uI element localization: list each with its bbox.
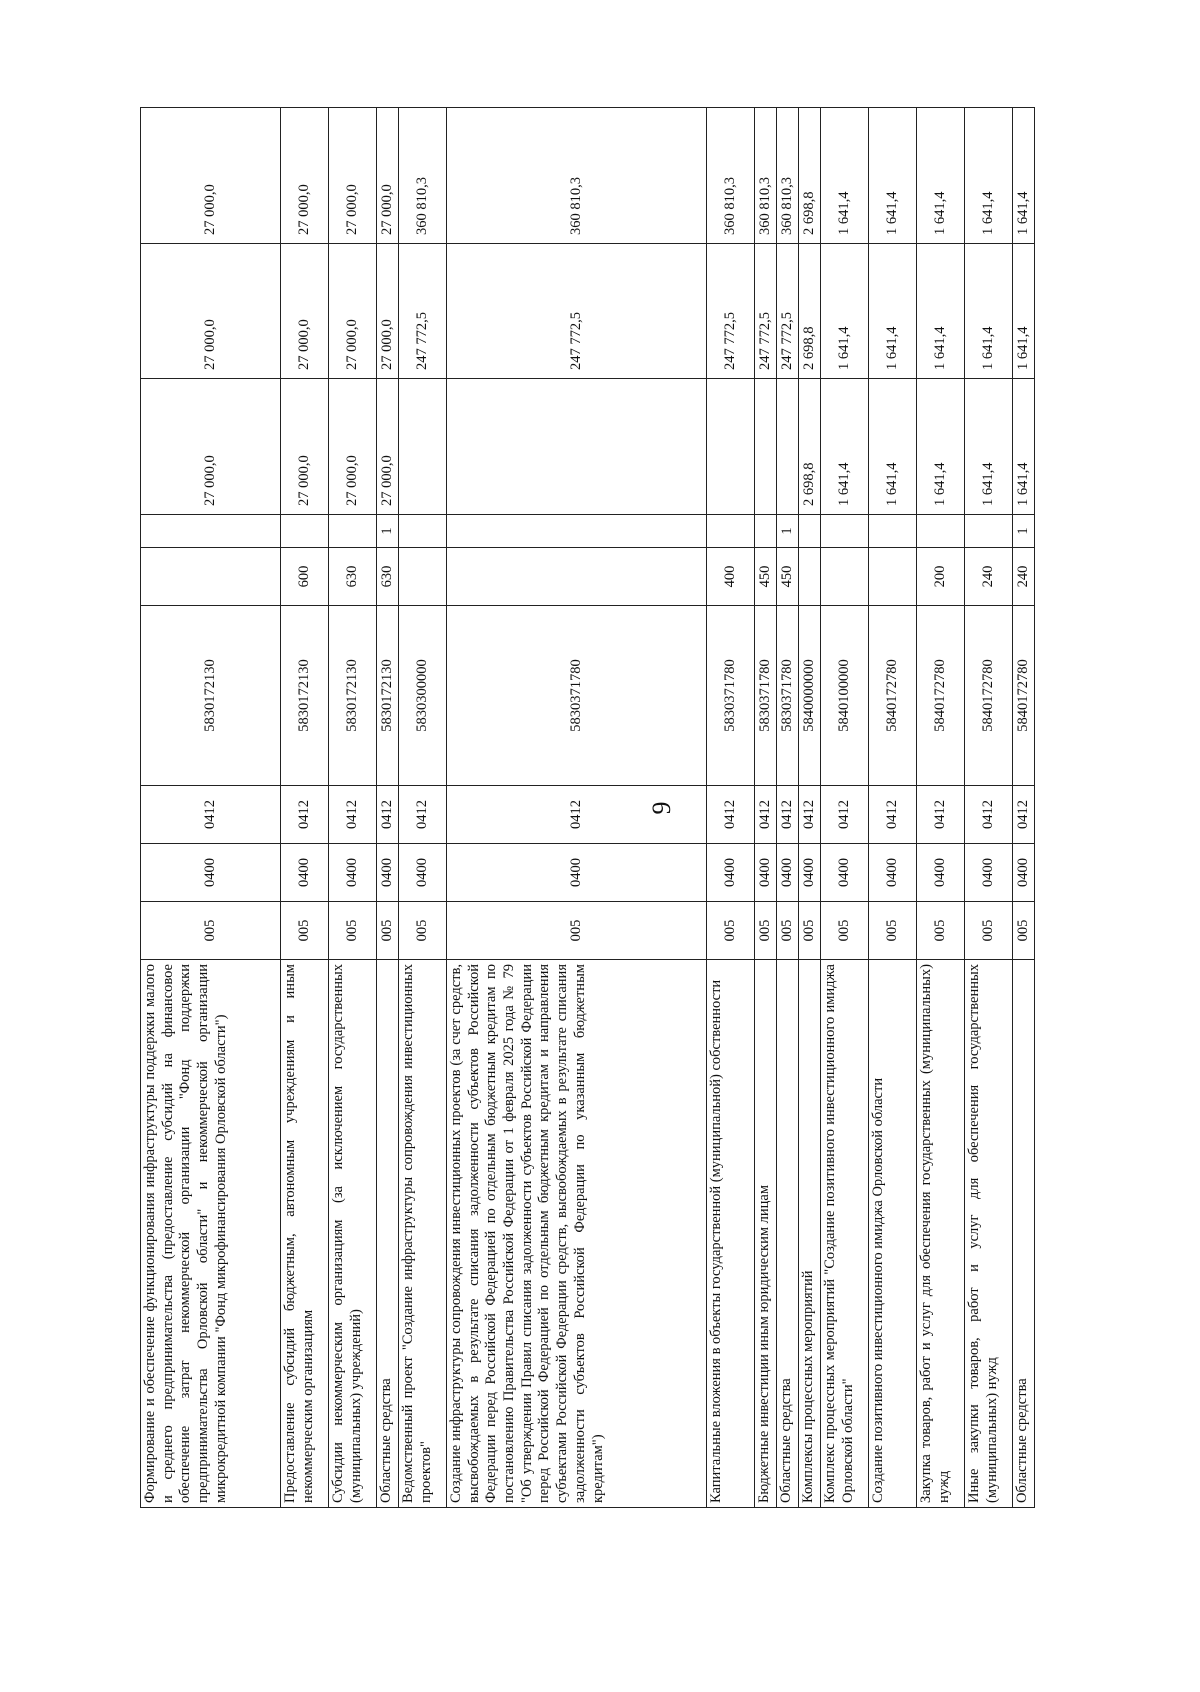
amount-year-3: 360 810,3 xyxy=(777,108,799,244)
table-row xyxy=(965,108,1013,1508)
subsection-code: 0412 xyxy=(965,786,1013,844)
amount-year-1: 2 698,8 xyxy=(799,379,821,515)
amount-year-1 xyxy=(755,379,777,515)
section-code: 0400 xyxy=(329,844,377,902)
amount-year-2: 1 641,4 xyxy=(965,244,1013,379)
amount-year-3: 1 641,4 xyxy=(821,108,869,244)
row-name: Областные средства xyxy=(1013,960,1035,1508)
source-code xyxy=(399,515,447,548)
amount-year-1: 1 641,4 xyxy=(965,379,1013,515)
subsection-code: 0412 xyxy=(329,786,377,844)
amount-year-1: 1 641,4 xyxy=(869,379,917,515)
source-code xyxy=(329,515,377,548)
amount-year-2: 247 772,5 xyxy=(399,244,447,379)
amount-year-3: 2 698,8 xyxy=(799,108,821,244)
amount-year-1 xyxy=(707,379,755,515)
amount-year-1 xyxy=(447,379,707,515)
subsection-code: 0412 xyxy=(799,786,821,844)
section-code: 0400 xyxy=(917,844,965,902)
source-code: 1 xyxy=(1013,515,1035,548)
amount-year-1: 1 641,4 xyxy=(1013,379,1035,515)
amount-year-1: 27 000,0 xyxy=(141,379,281,515)
admin-code: 005 xyxy=(869,902,917,960)
expense-type-code: 630 xyxy=(377,548,399,606)
row-name: Комплексы процессных мероприятий xyxy=(799,960,821,1508)
subsection-code: 0412 xyxy=(917,786,965,844)
page-number: 9 xyxy=(647,801,676,815)
row-name: Бюджетные инвестиции иным юридическим лицам xyxy=(755,960,777,1508)
row-name: Предоставление субсидий бюджетным, автономным учреждениям и иным некоммерческим организациям xyxy=(281,960,329,1508)
admin-code: 005 xyxy=(917,902,965,960)
amount-year-1: 1 641,4 xyxy=(917,379,965,515)
amount-year-1: 27 000,0 xyxy=(377,379,399,515)
source-code: 1 xyxy=(377,515,399,548)
section-code: 0400 xyxy=(755,844,777,902)
target-article-code: 5830172130 xyxy=(329,606,377,786)
target-article-code: 5840100000 xyxy=(821,606,869,786)
table-row xyxy=(329,108,377,1508)
subsection-code: 0412 xyxy=(141,786,281,844)
admin-code: 005 xyxy=(777,902,799,960)
row-name: Иные закупки товаров, работ и услуг для обеспечения государственных (муниципальных) нужд xyxy=(965,960,1013,1508)
amount-year-2: 1 641,4 xyxy=(869,244,917,379)
subsection-code: 0412 xyxy=(777,786,799,844)
amount-year-3: 360 810,3 xyxy=(707,108,755,244)
expense-type-code: 630 xyxy=(329,548,377,606)
source-code xyxy=(799,515,821,548)
expense-type-code xyxy=(821,548,869,606)
amount-year-3: 27 000,0 xyxy=(281,108,329,244)
amount-year-1 xyxy=(777,379,799,515)
target-article-code: 5830172130 xyxy=(377,606,399,786)
admin-code: 005 xyxy=(329,902,377,960)
table-row xyxy=(917,108,965,1508)
row-name: Ведомственный проект "Создание инфраструктуры сопровождения инвестиционных проектов" xyxy=(399,960,447,1508)
amount-year-3: 1 641,4 xyxy=(1013,108,1035,244)
amount-year-3: 27 000,0 xyxy=(141,108,281,244)
amount-year-2: 2 698,8 xyxy=(799,244,821,379)
admin-code: 005 xyxy=(141,902,281,960)
amount-year-2: 1 641,4 xyxy=(917,244,965,379)
amount-year-2: 27 000,0 xyxy=(329,244,377,379)
subsection-code: 0412 xyxy=(821,786,869,844)
section-code: 0400 xyxy=(965,844,1013,902)
admin-code: 005 xyxy=(755,902,777,960)
source-code: 1 xyxy=(777,515,799,548)
source-code xyxy=(707,515,755,548)
section-code: 0400 xyxy=(281,844,329,902)
amount-year-1: 27 000,0 xyxy=(329,379,377,515)
section-code: 0400 xyxy=(447,844,707,902)
target-article-code: 5840000000 xyxy=(799,606,821,786)
subsection-code: 0412 xyxy=(399,786,447,844)
table-row xyxy=(1013,108,1035,1508)
expense-type-code xyxy=(141,548,281,606)
admin-code: 005 xyxy=(707,902,755,960)
row-name: Создание инфраструктуры сопровождения инвестиционных проектов (за счет средств, высвобождаемых в результате списания задолженности субъектов Российской Федерации перед Российской Федерацией по отдельным бюджетным кредитам по постановлению Правительства Российской Федерации от 1 февраля 2025 года № 79 "Об утверждении Правил списания задолженности субъектов Российской Федерации перед Российской Федерацией по отдельным бюджетным кредитам и направления субъектами Российской Федерации средств, высвобождаемых в результате списания задолженности субъектов Российской Федерации по указанным бюджетным кредитам") xyxy=(447,960,707,1508)
expense-type-code: 400 xyxy=(707,548,755,606)
amount-year-2: 27 000,0 xyxy=(377,244,399,379)
amount-year-3: 27 000,0 xyxy=(377,108,399,244)
subsection-code: 0412 xyxy=(1013,786,1035,844)
target-article-code: 5840172780 xyxy=(965,606,1013,786)
table-row xyxy=(821,108,869,1508)
admin-code: 005 xyxy=(821,902,869,960)
expense-type-code: 600 xyxy=(281,548,329,606)
table-row xyxy=(707,108,755,1508)
amount-year-1: 27 000,0 xyxy=(281,379,329,515)
amount-year-2: 27 000,0 xyxy=(281,244,329,379)
expense-type-code: 240 xyxy=(965,548,1013,606)
target-article-code: 5840172780 xyxy=(869,606,917,786)
row-name: Закупка товаров, работ и услуг для обеспечения государственных (муниципальных) нужд xyxy=(917,960,965,1508)
amount-year-1 xyxy=(399,379,447,515)
budget-table xyxy=(140,107,1035,1508)
expense-type-code xyxy=(869,548,917,606)
expense-type-code: 450 xyxy=(777,548,799,606)
target-article-code: 5830371780 xyxy=(777,606,799,786)
section-code: 0400 xyxy=(141,844,281,902)
expense-type-code xyxy=(799,548,821,606)
row-name: Комплекс процессных мероприятий "Создание позитивного инвестиционного имиджа Орловской области" xyxy=(821,960,869,1508)
section-code: 0400 xyxy=(777,844,799,902)
amount-year-3: 360 810,3 xyxy=(447,108,707,244)
row-name: Формирование и обеспечение функционирования инфраструктуры поддержки малого и среднего предпринимательства (предоставление субсидий на финансовое обеспечение затрат некоммерческой организации "Фонд поддержки предпринимательства Орловской области" и некоммерческой организации микрокредитной компании "Фонд микрофинансирования Орловской области") xyxy=(141,960,281,1508)
amount-year-3: 360 810,3 xyxy=(399,108,447,244)
source-code xyxy=(821,515,869,548)
amount-year-2: 1 641,4 xyxy=(1013,244,1035,379)
amount-year-3: 1 641,4 xyxy=(965,108,1013,244)
section-code: 0400 xyxy=(399,844,447,902)
target-article-code: 5830371780 xyxy=(755,606,777,786)
target-article-code: 5840172780 xyxy=(917,606,965,786)
amount-year-3: 360 810,3 xyxy=(755,108,777,244)
section-code: 0400 xyxy=(1013,844,1035,902)
source-code xyxy=(755,515,777,548)
admin-code: 005 xyxy=(1013,902,1035,960)
section-code: 0400 xyxy=(799,844,821,902)
amount-year-3: 1 641,4 xyxy=(917,108,965,244)
amount-year-2: 1 641,4 xyxy=(821,244,869,379)
table-row xyxy=(141,108,281,1508)
table-row xyxy=(377,108,399,1508)
section-code: 0400 xyxy=(377,844,399,902)
subsection-code: 0412 xyxy=(377,786,399,844)
admin-code: 005 xyxy=(447,902,707,960)
source-code xyxy=(281,515,329,548)
amount-year-2: 247 772,5 xyxy=(707,244,755,379)
row-name: Областные средства xyxy=(777,960,799,1508)
expense-type-code: 450 xyxy=(755,548,777,606)
source-code xyxy=(917,515,965,548)
table-row xyxy=(799,108,821,1508)
subsection-code: 0412 xyxy=(755,786,777,844)
admin-code: 005 xyxy=(799,902,821,960)
section-code: 0400 xyxy=(707,844,755,902)
subsection-code: 0412 xyxy=(447,786,707,844)
target-article-code: 5830172130 xyxy=(281,606,329,786)
target-article-code: 5840172780 xyxy=(1013,606,1035,786)
amount-year-3: 1 641,4 xyxy=(869,108,917,244)
admin-code: 005 xyxy=(399,902,447,960)
expense-type-code xyxy=(447,548,707,606)
target-article-code: 5830371780 xyxy=(707,606,755,786)
section-code: 0400 xyxy=(869,844,917,902)
target-article-code: 5830172130 xyxy=(141,606,281,786)
row-name: Областные средства xyxy=(377,960,399,1508)
target-article-code: 5830300000 xyxy=(399,606,447,786)
section-code: 0400 xyxy=(821,844,869,902)
amount-year-2: 247 772,5 xyxy=(755,244,777,379)
amount-year-3: 27 000,0 xyxy=(329,108,377,244)
source-code xyxy=(869,515,917,548)
expense-type-code: 200 xyxy=(917,548,965,606)
row-name: Субсидии некоммерческим организациям (за исключением государственных (муниципальных) учреждений) xyxy=(329,960,377,1508)
source-code xyxy=(141,515,281,548)
row-name: Создание позитивного инвестиционного имиджа Орловской области xyxy=(869,960,917,1508)
table-row xyxy=(447,108,707,1508)
expense-type-code: 240 xyxy=(1013,548,1035,606)
amount-year-1: 1 641,4 xyxy=(821,379,869,515)
amount-year-2: 247 772,5 xyxy=(447,244,707,379)
table-row xyxy=(755,108,777,1508)
source-code xyxy=(447,515,707,548)
subsection-code: 0412 xyxy=(281,786,329,844)
subsection-code: 0412 xyxy=(869,786,917,844)
amount-year-2: 247 772,5 xyxy=(777,244,799,379)
admin-code: 005 xyxy=(281,902,329,960)
amount-year-2: 27 000,0 xyxy=(141,244,281,379)
expense-type-code xyxy=(399,548,447,606)
admin-code: 005 xyxy=(965,902,1013,960)
subsection-code: 0412 xyxy=(707,786,755,844)
table-body xyxy=(141,108,1035,1508)
target-article-code: 5830371780 xyxy=(447,606,707,786)
row-name: Капитальные вложения в объекты государственной (муниципальной) собственности xyxy=(707,960,755,1508)
rotated-table-container xyxy=(140,108,1070,1508)
source-code xyxy=(965,515,1013,548)
table-row xyxy=(869,108,917,1508)
table-row xyxy=(281,108,329,1508)
table-row xyxy=(777,108,799,1508)
table-row xyxy=(399,108,447,1508)
admin-code: 005 xyxy=(377,902,399,960)
